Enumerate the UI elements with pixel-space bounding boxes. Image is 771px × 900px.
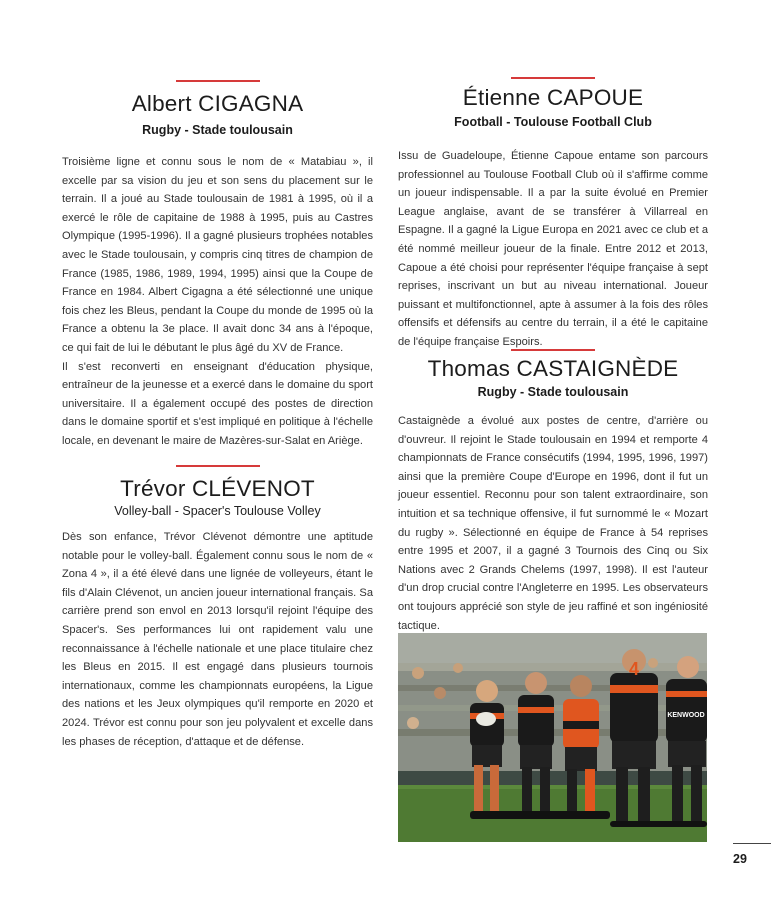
accent-rule: [176, 80, 260, 82]
paragraph: Issu de Guadeloupe, Étienne Capoue entame son parcours professionnel au Toulouse Football Club où il s'affirme comme un joueur indispensable. Il a par la suite évolué en Premier League anglaise, avant de se transférer à Villarreal en Espagne. Il a gagné la Ligue Europa en 2021 avec ce club et a été nommé meilleur joueur de la finale. Entre 2012 et 2013, Capoue a été choisi pour représenter l'équipe française à sept reprises, inscrivant un but au niveau international. Joueur puissant et multifonctionnel, apte à assumer à la fois des rôles offensifs et défensifs au centre du terrain, il a été le capitaine de l'équipe française Espoirs.: [398, 150, 708, 348]
jersey-number: 4: [628, 659, 640, 679]
accent-rule: [511, 349, 595, 351]
profile-name: Thomas CASTAIGNÈDE: [427, 356, 679, 381]
profile-text: [62, 153, 373, 451]
profile-trevor: [62, 465, 373, 751]
profile-club: Football - Toulouse Football Club: [454, 115, 652, 129]
accent-rule: [511, 77, 595, 79]
paragraph: Dès son enfance, Trévor Clévenot démontre une aptitude notable pour le volley-ball. Également connu sous le nom de « Zona 4 », il a été élevé dans une lignée de volleyeurs, étant le fils d'Alain Clévenot, un ancien joueur international français. Sa carrière prend son envol en 2013 lorsqu'il rejoint l'équipe des Spacer's. Ses performances lui ont rapidement valu une reconnaissance à l'échelle nationale et une place titulaire chez les Bleus en 2015. Il est engagé dans plusieurs tournois internationaux, comme les championnats européens, la Ligue des nations et les Jeux olympiques qu'il remporte en 2020 et 2024. Trévor est connu pour son jeu polyvalent et excelle dans les phases de réception, d'attaque et de défense.: [62, 531, 373, 748]
profile-name: Étienne CAPOUE: [462, 85, 644, 110]
accent-rule: [176, 465, 260, 467]
profile-name: Trévor CLÉVENOT: [120, 476, 315, 501]
paragraph: Il s'est reconverti en enseignant d'éducation physique, entraîneur de la jeunesse et a exercé dans le domaine du sport universitaire. Il a également occupé des postes de direction dans le domaine sportif et s'est impliqué en politique à l'échelle locale, en devenant le maire de Mazères-sur-Salat en Ariège.: [62, 360, 373, 447]
profile-albert: [62, 80, 373, 451]
profile-text: [398, 412, 708, 635]
profile-club: Rugby - Stade toulousain: [142, 123, 293, 137]
page-number-rule: [733, 843, 771, 844]
profile-club: Volley-ball - Spacer's Toulouse Volley: [114, 504, 321, 518]
page-number: 29: [733, 852, 747, 866]
profile-club: Rugby - Stade toulousain: [477, 385, 629, 399]
rugby-team-photo: [398, 633, 707, 842]
profile-text: [62, 528, 373, 751]
profile-text: [398, 147, 708, 352]
paragraph: Castaignède a évolué aux postes de centre, d'arrière ou d'ouvreur. Il rejoint le Stade toulousain en 1994 et remporte 4 championnats de France consécutifs (1994, 1995, 1996, 1997) ainsi que la première Coupe d'Europe en 1996, dont il fut un joueur essentiel. Reconnu pour son talent extraordinaire, son intuition et sa technique offensive, il fut surnommé le « Mozart du rugby ». Sélectionné en équipe de France à 54 reprises entre 1995 et 2007, il a gagné 3 Tournois des Cinq ou Six Nations avec 2 Grands Chelems (1997, 1998). Il est l'auteur d'un drop crucial contre l'Angleterre en 1995. Les observateurs ont toujours apprécié son style de jeu raffiné et son ingéniosité tactique.: [398, 415, 708, 632]
sponsor-text: KENWOOD: [667, 712, 705, 719]
paragraph: Troisième ligne et connu sous le nom de « Matabiau », il excelle par sa vision du jeu et son sens du placement sur le terrain. Il a joué au Stade toulousain de 1981 à 1995, où il a exercé le rôle de capitaine de 1988 à 1995, puis au Castres Olympique (1995-1996). Il a gagné plusieurs trophées notables avec le Stade toulousain, y compris cinq titres de champion de France (1985, 1986, 1989, 1994, 1995) ainsi que la Coupe de France en 1984. Albert Cigagna a été sélectionné une unique fois chez les Bleus, pendant la Coupe du monde de 1995 où la France a obtenu la 3e place. Il avait donc 34 ans à l'époque, ce qui fait de lui le débutant le plus âgé du XV de France.: [62, 156, 373, 354]
profile-thomas: [398, 349, 708, 635]
profile-name: Albert CIGAGNA: [131, 91, 304, 116]
profile-etienne: [398, 77, 708, 352]
